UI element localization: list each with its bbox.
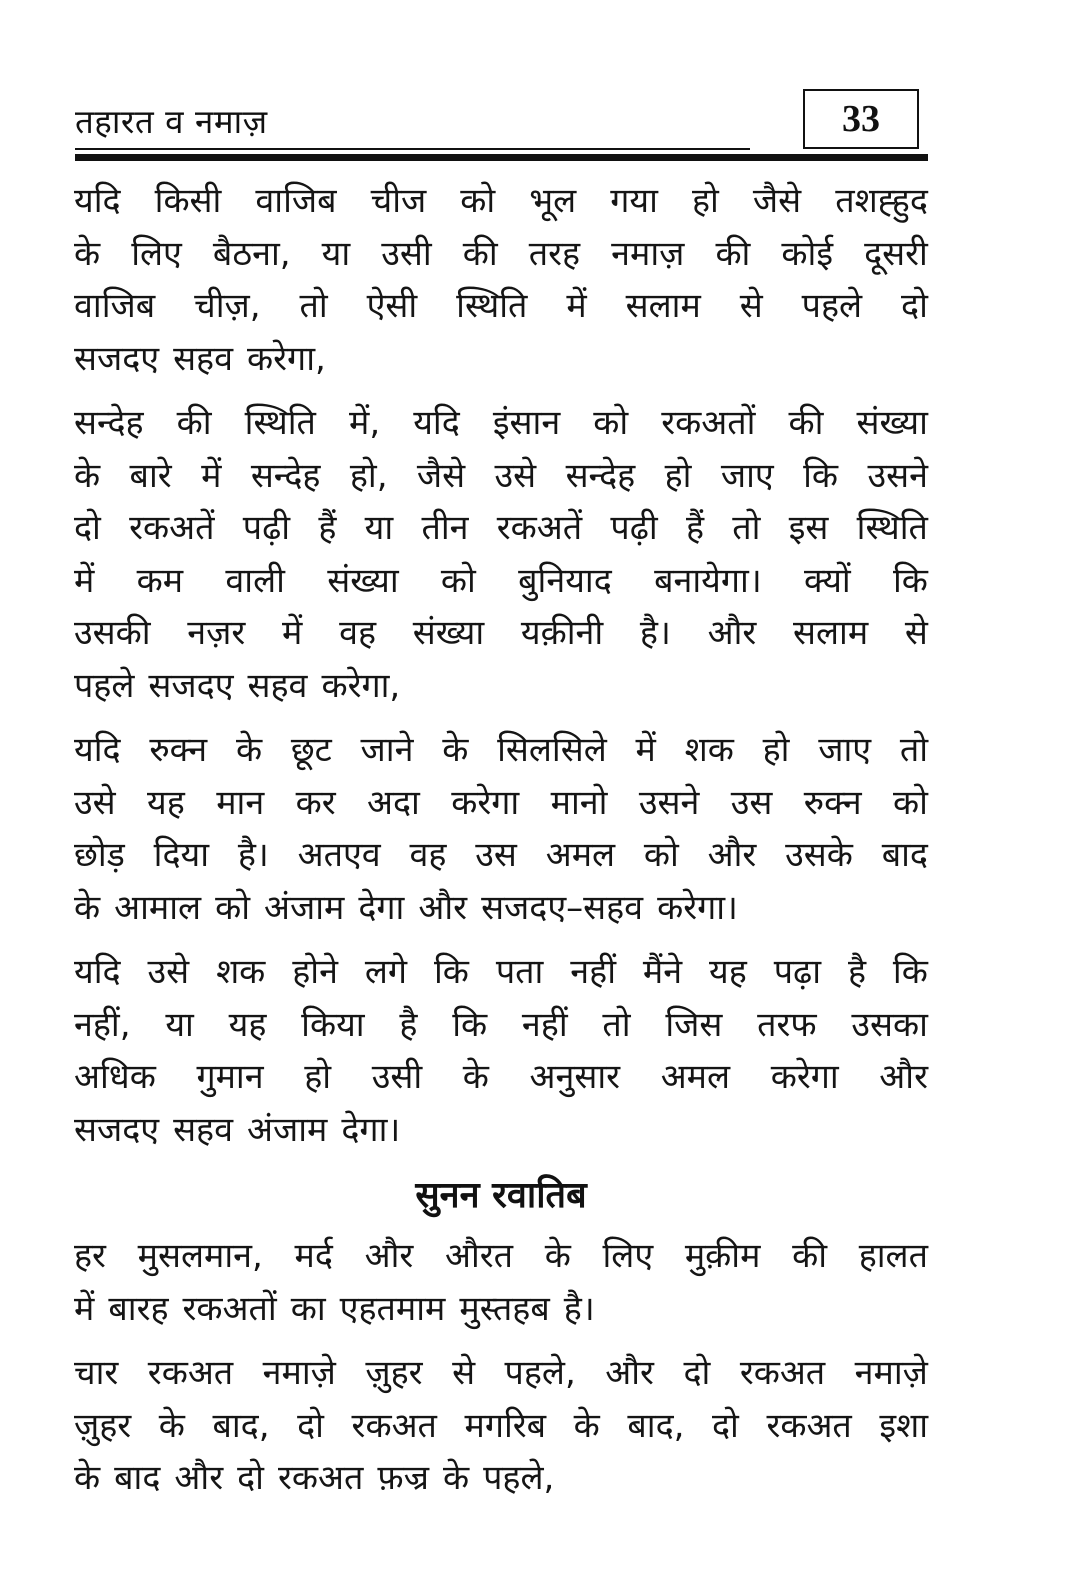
word: पहले xyxy=(801,286,863,326)
word: हो xyxy=(762,730,790,770)
word: में xyxy=(201,455,222,496)
word: करेगा xyxy=(451,782,520,823)
word: उसे xyxy=(147,952,190,992)
word: मगरिब xyxy=(464,1405,547,1446)
word: ऐसी xyxy=(366,286,418,326)
word: कि xyxy=(434,952,469,992)
word: को xyxy=(892,782,928,823)
word: हो, xyxy=(349,455,388,496)
text-line xyxy=(74,777,928,830)
word: सिलसिले xyxy=(497,730,607,770)
word: संख्या xyxy=(327,560,399,601)
word: मर्द xyxy=(294,1236,333,1276)
word: जाने xyxy=(360,730,414,770)
text-line xyxy=(74,280,928,333)
word: को xyxy=(440,560,476,601)
word: नहीं, xyxy=(74,1004,131,1045)
word: बाद, xyxy=(212,1405,270,1446)
word: रुक्न xyxy=(803,782,862,823)
word: दो xyxy=(683,1353,711,1393)
word: रकअतों xyxy=(182,1288,277,1329)
word: को xyxy=(593,403,629,443)
word: हालत xyxy=(858,1236,928,1276)
word: पहले, xyxy=(504,1353,576,1393)
word: उसी xyxy=(371,1057,423,1097)
word: के xyxy=(74,233,101,274)
word: से xyxy=(452,1353,476,1393)
word: सलाम xyxy=(625,286,701,326)
word: मुसलमान, xyxy=(137,1236,263,1276)
word: सन्देह xyxy=(74,403,144,443)
word: शक xyxy=(684,730,734,770)
word: में, xyxy=(348,403,381,443)
text-line xyxy=(74,1051,928,1104)
text-line xyxy=(74,1400,928,1453)
page-content xyxy=(74,175,928,1517)
word: वह xyxy=(339,613,377,653)
text-line xyxy=(74,999,928,1052)
word: के xyxy=(544,1236,571,1276)
word: पहले, xyxy=(483,1458,555,1498)
word: मुक़ीम xyxy=(684,1236,761,1276)
word: रकअत xyxy=(739,1353,826,1393)
word: पहले xyxy=(74,665,135,706)
word: की xyxy=(788,403,824,443)
word: स्थिति xyxy=(456,286,528,326)
word: उसने xyxy=(867,455,928,496)
word: बनायेगा। xyxy=(654,560,762,601)
word: सजदए xyxy=(74,338,160,379)
word: जाए xyxy=(720,455,774,496)
word: मानो xyxy=(550,782,608,823)
word: रकअतें xyxy=(496,508,583,548)
word: और xyxy=(707,613,757,653)
word: दो xyxy=(74,508,101,548)
word: जाए xyxy=(818,730,872,770)
word: हो xyxy=(304,1057,332,1097)
text-line xyxy=(74,333,928,386)
word: रुक्न xyxy=(149,730,208,770)
word: की xyxy=(176,403,212,443)
word: सहव xyxy=(173,338,234,379)
word: के xyxy=(74,887,101,928)
word: बारह xyxy=(108,1288,169,1329)
word: उसे xyxy=(74,782,116,823)
word: चीज xyxy=(370,181,427,221)
word: ज़ुहर xyxy=(74,1405,132,1446)
word: कि xyxy=(452,1004,488,1045)
word: वाली xyxy=(225,560,285,601)
word: के xyxy=(573,1405,600,1446)
page-number: 33 xyxy=(842,98,880,140)
page-number-box xyxy=(803,89,919,149)
word: तशह्हुद xyxy=(835,181,928,221)
word: यह xyxy=(709,952,747,992)
word: पढ़ी xyxy=(242,508,291,548)
text-line xyxy=(74,502,928,555)
word: यदि xyxy=(74,730,121,770)
word: में xyxy=(74,1288,95,1329)
word: उसी xyxy=(381,233,432,274)
word: की xyxy=(462,233,498,274)
text-line xyxy=(74,175,928,228)
word: होने xyxy=(292,952,338,992)
word: पता xyxy=(495,952,544,992)
text-line xyxy=(74,1104,928,1157)
word: कि xyxy=(803,455,839,496)
text-line xyxy=(74,1452,928,1505)
word: मान xyxy=(216,782,265,823)
word: या xyxy=(364,508,394,548)
word: से xyxy=(904,613,928,653)
text-line xyxy=(74,450,928,503)
word: को xyxy=(215,887,250,928)
word: अंजाम xyxy=(247,1109,328,1150)
word: नहीं xyxy=(521,1004,568,1045)
word: अमल xyxy=(660,1057,731,1097)
word: तरह xyxy=(528,233,581,274)
word: रकअतें xyxy=(129,508,215,548)
word: वाजिब xyxy=(255,181,337,221)
word: में xyxy=(282,613,303,653)
word: गुमान xyxy=(196,1057,264,1097)
section-heading: सुनन रवातिब xyxy=(415,1175,587,1216)
word: और xyxy=(605,1353,654,1393)
word: तीन xyxy=(421,508,469,548)
word: स्थिति xyxy=(244,403,316,443)
word: छोड़ xyxy=(74,835,125,875)
word: बुनियाद xyxy=(518,560,612,601)
word: अंजाम xyxy=(264,887,345,928)
word: अनुसार xyxy=(529,1057,621,1097)
word: करेगा, xyxy=(247,338,326,379)
word: उसे xyxy=(494,455,537,496)
word: का xyxy=(290,1288,326,1329)
header-rule xyxy=(75,154,928,161)
word: जैसे xyxy=(752,181,802,221)
word: है। xyxy=(563,1288,595,1329)
word: और xyxy=(418,887,468,928)
word: छूट xyxy=(290,730,332,770)
word: चार xyxy=(74,1353,119,1393)
word: हर xyxy=(74,1236,106,1276)
word: करेगा, xyxy=(321,665,401,706)
word: सजदए xyxy=(148,665,234,706)
word: दो xyxy=(712,1405,739,1446)
word: शक xyxy=(216,952,266,992)
text-line xyxy=(74,607,928,660)
word: कोई xyxy=(781,233,834,274)
word: है। xyxy=(639,613,671,653)
word: चीज़, xyxy=(194,286,261,326)
word: पढ़ा xyxy=(773,952,822,992)
running-title: तहारत व नमाज़ xyxy=(75,102,268,141)
text-line xyxy=(74,882,928,935)
paragraph xyxy=(74,1230,928,1335)
word: में xyxy=(566,286,587,326)
word: रकअतों xyxy=(661,403,756,443)
text-line xyxy=(74,1283,928,1336)
word: कर xyxy=(295,782,336,823)
word: अतएव xyxy=(297,835,381,875)
word: देगा। xyxy=(341,1109,401,1150)
word: यदि xyxy=(74,181,121,221)
text-line xyxy=(74,1230,928,1283)
word: सन्देह xyxy=(565,455,636,496)
word: क्यों xyxy=(804,560,851,601)
word: औरत xyxy=(444,1236,514,1276)
word: इस xyxy=(788,508,829,548)
paragraph xyxy=(74,175,928,385)
word: बैठना, xyxy=(212,233,291,274)
word: के xyxy=(158,1405,185,1446)
word: सन्देह xyxy=(250,455,321,496)
word: और xyxy=(364,1236,414,1276)
word: हो xyxy=(692,181,719,221)
word: बाद xyxy=(114,1458,161,1498)
word: सजदए xyxy=(74,1109,160,1150)
word: की xyxy=(792,1236,828,1276)
word: जैसे xyxy=(416,455,466,496)
word: दो xyxy=(901,286,928,326)
word: करेगा। xyxy=(657,887,738,928)
word: ज़ुहर xyxy=(365,1353,423,1393)
word: रकअत xyxy=(277,1458,364,1498)
word: किसी xyxy=(154,181,222,221)
word: सजदए–सहव xyxy=(481,887,644,928)
word: उसका xyxy=(851,1004,928,1045)
word: गया xyxy=(610,181,658,221)
word: कि xyxy=(893,560,928,601)
word: यदि xyxy=(413,403,460,443)
word: दिया xyxy=(153,835,210,875)
word: स्थिति xyxy=(856,508,928,548)
word: उसने xyxy=(638,782,700,823)
word: के xyxy=(74,455,101,496)
text-line xyxy=(74,555,928,608)
word: आमाल xyxy=(114,887,202,928)
text-line xyxy=(74,660,928,713)
paragraph xyxy=(74,946,928,1156)
word: संख्या xyxy=(412,613,485,653)
word: करेगा xyxy=(770,1057,839,1097)
word: और xyxy=(879,1057,928,1097)
word: या xyxy=(321,233,351,274)
word: के xyxy=(442,1458,470,1498)
word: हो xyxy=(664,455,692,496)
word: नमाज़े xyxy=(854,1353,928,1393)
word: यह xyxy=(147,782,185,823)
text-line xyxy=(74,829,928,882)
word: हैं xyxy=(685,508,704,548)
word: और xyxy=(174,1458,224,1498)
word: संख्या xyxy=(856,403,928,443)
word: अधिक xyxy=(74,1057,156,1097)
word: है। xyxy=(237,835,269,875)
text-line xyxy=(74,724,928,777)
word: नमाज़ xyxy=(611,233,685,274)
word: के xyxy=(235,730,263,770)
word: तो xyxy=(299,286,328,326)
word: हैं xyxy=(318,508,337,548)
word: अमल xyxy=(545,835,616,875)
word: की xyxy=(715,233,751,274)
text-line xyxy=(74,228,928,281)
word: है xyxy=(847,952,866,992)
word: या xyxy=(165,1004,194,1045)
word: नमाज़े xyxy=(262,1353,336,1393)
word: बाद xyxy=(881,835,928,875)
word: लगे xyxy=(364,952,408,992)
word: नज़र xyxy=(187,613,246,653)
word: को xyxy=(643,835,679,875)
word: दो xyxy=(237,1458,264,1498)
word: दूसरी xyxy=(864,233,928,274)
word: तो xyxy=(602,1004,631,1045)
word: वाजिब xyxy=(74,286,156,326)
word: रकअत xyxy=(766,1405,852,1446)
word: नहीं xyxy=(570,952,616,992)
word: पढ़ी xyxy=(610,508,658,548)
word: इशा xyxy=(879,1405,928,1446)
paragraph xyxy=(74,1347,928,1505)
word: सहव xyxy=(173,1109,234,1150)
word: तो xyxy=(899,730,928,770)
word: के xyxy=(442,730,469,770)
word: उस xyxy=(730,782,773,823)
word: जिस xyxy=(665,1004,723,1045)
word: अदा xyxy=(367,782,420,823)
word: तो xyxy=(732,508,761,548)
paragraph xyxy=(74,724,928,934)
word: भूल xyxy=(529,181,577,221)
word: उस xyxy=(475,835,517,875)
word: सलाम xyxy=(793,613,869,653)
word: कम xyxy=(136,560,184,601)
word: को xyxy=(460,181,496,221)
word: सहव xyxy=(247,665,308,706)
text-line xyxy=(74,1347,928,1400)
word: लिए xyxy=(602,1236,654,1276)
word: एहतमाम xyxy=(339,1288,446,1329)
word: बारे xyxy=(129,455,172,496)
paragraph xyxy=(74,397,928,712)
word: तरफ xyxy=(757,1004,817,1045)
word: लिए xyxy=(131,233,182,274)
title-underline xyxy=(75,148,750,150)
word: के xyxy=(462,1057,489,1097)
word: में xyxy=(74,560,95,601)
word: में xyxy=(635,730,656,770)
word: है xyxy=(399,1004,418,1045)
word: किया xyxy=(301,1004,365,1045)
word: उसके xyxy=(785,835,853,875)
word: रकअत xyxy=(147,1353,234,1393)
word: के xyxy=(74,1458,101,1498)
word: देगा xyxy=(358,887,405,928)
word: फ़ज्र xyxy=(377,1458,429,1498)
word: उसकी xyxy=(74,613,151,653)
word: रकअत xyxy=(351,1405,437,1446)
word: यदि xyxy=(74,952,121,992)
word: यक़ीनी xyxy=(520,613,604,653)
word: यह xyxy=(228,1004,267,1045)
word: से xyxy=(739,286,763,326)
text-line xyxy=(74,397,928,450)
word: और xyxy=(707,835,757,875)
text-line xyxy=(74,946,928,999)
word: वह xyxy=(409,835,447,875)
word: इंसान xyxy=(492,403,561,443)
word: मुस्तहब xyxy=(459,1288,550,1329)
word: दो xyxy=(297,1405,324,1446)
word: बाद, xyxy=(627,1405,685,1446)
word: मैंने xyxy=(642,952,683,992)
word: कि xyxy=(892,952,928,992)
